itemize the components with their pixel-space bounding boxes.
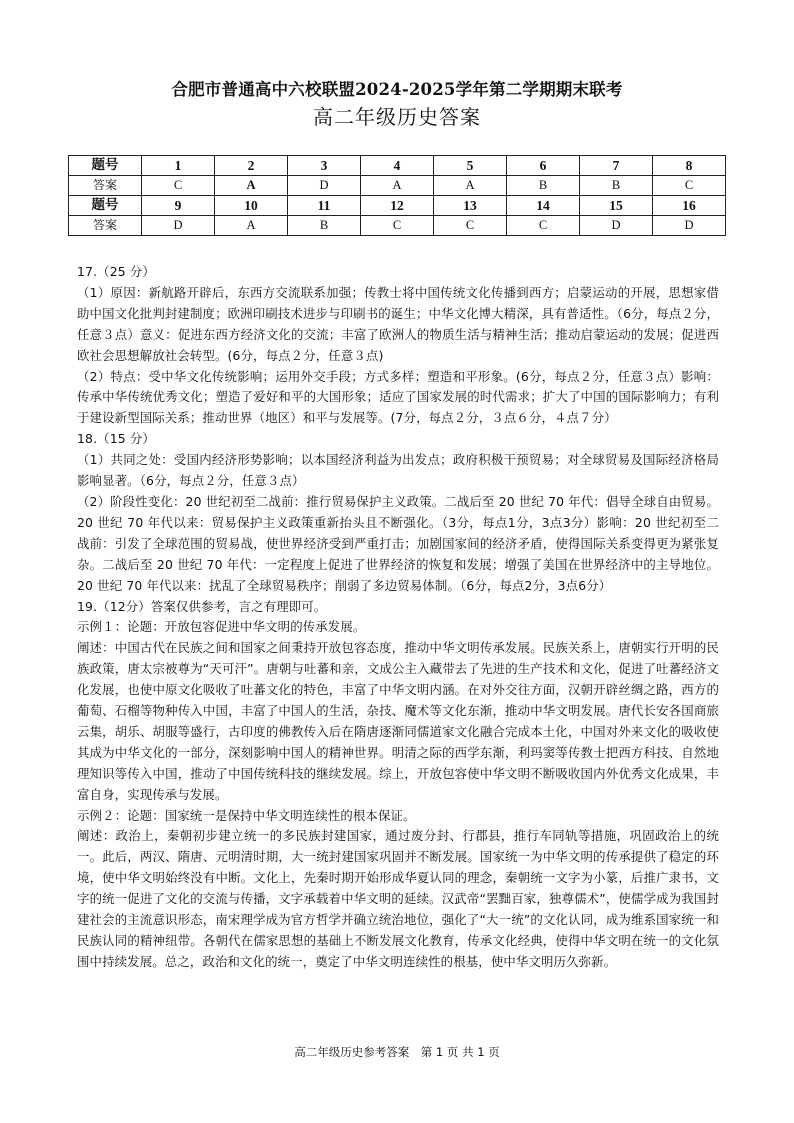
answer-cell: A bbox=[361, 176, 434, 196]
question-number: 15 bbox=[580, 196, 653, 216]
q17-part1: （1）原因：新航路开辟后，东西方交流联系加强；传教士将中国传统文化传播到西方；启蒙运动的开展，思想家借助中国文化批判封建制度；欧洲印刷技术进步与印刷书的诞生；中华文化博大精深，具有普适性。（6分，每点２分，任意３点）意义：促进东西方经济文化的交流；丰富了欧洲人的物质生活与精神生活；推动启蒙运动的发展；促进西欧社会思想解放社会转型。(6分，每点２分，任意３点) bbox=[77, 284, 719, 363]
question-number: 4 bbox=[361, 156, 434, 176]
question-number-row bbox=[69, 196, 726, 216]
q18-part1: （1）共同之处：受国内经济形势影响；以本国经济利益为出发点；政府积极干预贸易；对全球贸易及国际经济格局影响显著。（6分，每点２分，任意３点） bbox=[77, 452, 719, 489]
question-number: 3 bbox=[288, 156, 361, 176]
answer-table bbox=[68, 155, 726, 236]
question-number: 2 bbox=[215, 156, 288, 176]
answer-subtitle: 高二年级历史答案 bbox=[313, 105, 481, 129]
answer-cell: D bbox=[653, 216, 726, 236]
question-number: 14 bbox=[507, 196, 580, 216]
answer-cell: D bbox=[580, 216, 653, 236]
question-number: 12 bbox=[361, 196, 434, 216]
answer-row bbox=[69, 176, 726, 196]
q17-part2: （2）特点：受中华文化传统影响；运用外交手段；方式多样；塑造和平形象。(6分，每点２分，任意３点）影响：传承中华传统优秀文化；塑造了爱好和平的大国形象；适应了国家发展的时代需求；扩大了中国的国际影响力；有利于建设新型国际关系；推动世界（地区）和平与发展等。(7分，每点２分，３点６分，４点７分） bbox=[77, 368, 719, 426]
question-number: 9 bbox=[142, 196, 215, 216]
exam-title: 合肥市普通高中六校联盟2024-2025学年第二学期期末联考 bbox=[171, 80, 623, 99]
answer-cell: C bbox=[142, 176, 215, 196]
question-number: 13 bbox=[434, 196, 507, 216]
answer-cell: C bbox=[434, 216, 507, 236]
answer-row-label: 答案 bbox=[69, 216, 142, 236]
question-row-label: 题号 bbox=[69, 156, 142, 176]
answer-cell: B bbox=[580, 176, 653, 196]
answer-cell: C bbox=[361, 216, 434, 236]
q18-heading: 18.（15 分） bbox=[77, 431, 155, 447]
q18-part2: （2）阶段性变化：20 世纪初至二战前：推行贸易保护主义政策。二战后至 20 世纪 70 年代：倡导全球自由贸易。20 世纪 70 年代以来：贸易保护主义政策重新抬头且不断强化。（3分，每点1分，3点3分）影响：20 世纪初至二战前：引发了全球范围的贸易战，使世界经济受到严重打击；加剧国家间的经济矛盾，使得国际关系变得更为紧张复杂。二战后至 20 世纪 70 年代：一定程度上促进了世界经济的恢复和发展；增强了美国在世界经济中的主导地位。20 世纪 70 年代以来：扰乱了全球贸易秩序；削弱了多边贸易体制。（6分，每点2分，3点6分） bbox=[77, 493, 719, 593]
question-number: 1 bbox=[142, 156, 215, 176]
answer-cell: C bbox=[653, 176, 726, 196]
q19-heading: 19.（12分）答案仅供参考，言之有理即可。 bbox=[77, 598, 327, 614]
question-number: 16 bbox=[653, 196, 726, 216]
question-number: 5 bbox=[434, 156, 507, 176]
answer-cell: A bbox=[215, 216, 288, 236]
answer-row bbox=[69, 216, 726, 236]
page-footer: 高二年级历史参考答案 第 1 页 共 1 页 bbox=[294, 1045, 500, 1059]
answer-cell: C bbox=[507, 216, 580, 236]
question-number: 6 bbox=[507, 156, 580, 176]
question-number: 11 bbox=[288, 196, 361, 216]
q19-example2-argument: 阐述：政治上，秦朝初步建立统一的多民族封建国家，通过废分封、行郡县，推行车同轨等措施，巩固政治上的统一。此后，两汉、隋唐、元明清时期，大一统封建国家巩固并不断发展。国家统一为中华文明的传承提供了稳定的环境，使中华文明始终没有中断。文化上，先秦时期开始形成华夏认同的理念，秦朝统一文字为小篆，后推广隶书，文字的统一促进了文化的交流与传播，文字承载着中华文明的延续。汉武帝“罢黜百家，独尊儒术”，使儒学成为我国封建社会的主流意识形态，南宋理学成为官方哲学并确立统治地位，强化了“大一统”的文化认同，成为维系国家统一和民族认同的精神纽带。各朝代在儒家思想的基础上不断发展文化教育，传承文化经典，使得中华文明在统一的文化氛围中持续发展。总之，政治和文化的统一，奠定了中华文明连续性的根基，使中华文明历久弥新。 bbox=[77, 828, 719, 969]
answer-cell: D bbox=[142, 216, 215, 236]
answer-cell: B bbox=[507, 176, 580, 196]
answer-body bbox=[77, 262, 719, 973]
q19-example1-argument: 阐述：中国古代在民族之间和国家之间秉持开放包容态度，推动中华文明传承发展。民族关系上，唐朝实行开明的民族政策，唐太宗被尊为“天可汗”。唐朝与吐蕃和亲，文成公主入藏带去了先进的生产技术和文化，促进了吐蕃经济文化发展，也使中原文化吸收了吐蕃文化的特色，丰富了中华文明内涵。在对外交往方面，汉朝开辟丝绸之路，西方的葡萄、石榴等物种传入中国，丰富了中国人的生活，杂技、魔术等文化东渐，推动中华文明发展。唐代长安各国商旅云集，胡乐、胡服等盛行，古印度的佛教传入后在隋唐逐渐同儒道家文化融合完成本土化，中国对外来文化的吸收使其成为中华文化的一部分，深刻影响中国人的精神世界。明清之际的西学东渐，利玛窦等传教士把西方科技、自然地理知识等传入中国，推动了中国传统科技的继续发展。综上，开放包容使中华文明不断吸收国内外优秀文化成果，丰富自身，实现传承与发展。 bbox=[77, 640, 719, 802]
q19-example1-thesis: 示例１：论题：开放包容促进中华文明的传承发展。 bbox=[77, 619, 366, 635]
answer-cell: A bbox=[434, 176, 507, 196]
answer-cell: B bbox=[288, 216, 361, 236]
answer-cell: A bbox=[215, 176, 288, 196]
question-number: 8 bbox=[653, 156, 726, 176]
q17-heading: 17.（25 分） bbox=[77, 264, 155, 279]
question-number: 10 bbox=[215, 196, 288, 216]
question-number-row bbox=[69, 156, 726, 176]
question-row-label: 题号 bbox=[69, 196, 142, 216]
question-number: 7 bbox=[580, 156, 653, 176]
answer-row-label: 答案 bbox=[69, 176, 142, 196]
q19-example2-thesis: 示例２：论题：国家统一是保持中华文明连续性的根本保证。 bbox=[77, 807, 416, 823]
answer-cell: D bbox=[288, 176, 361, 196]
